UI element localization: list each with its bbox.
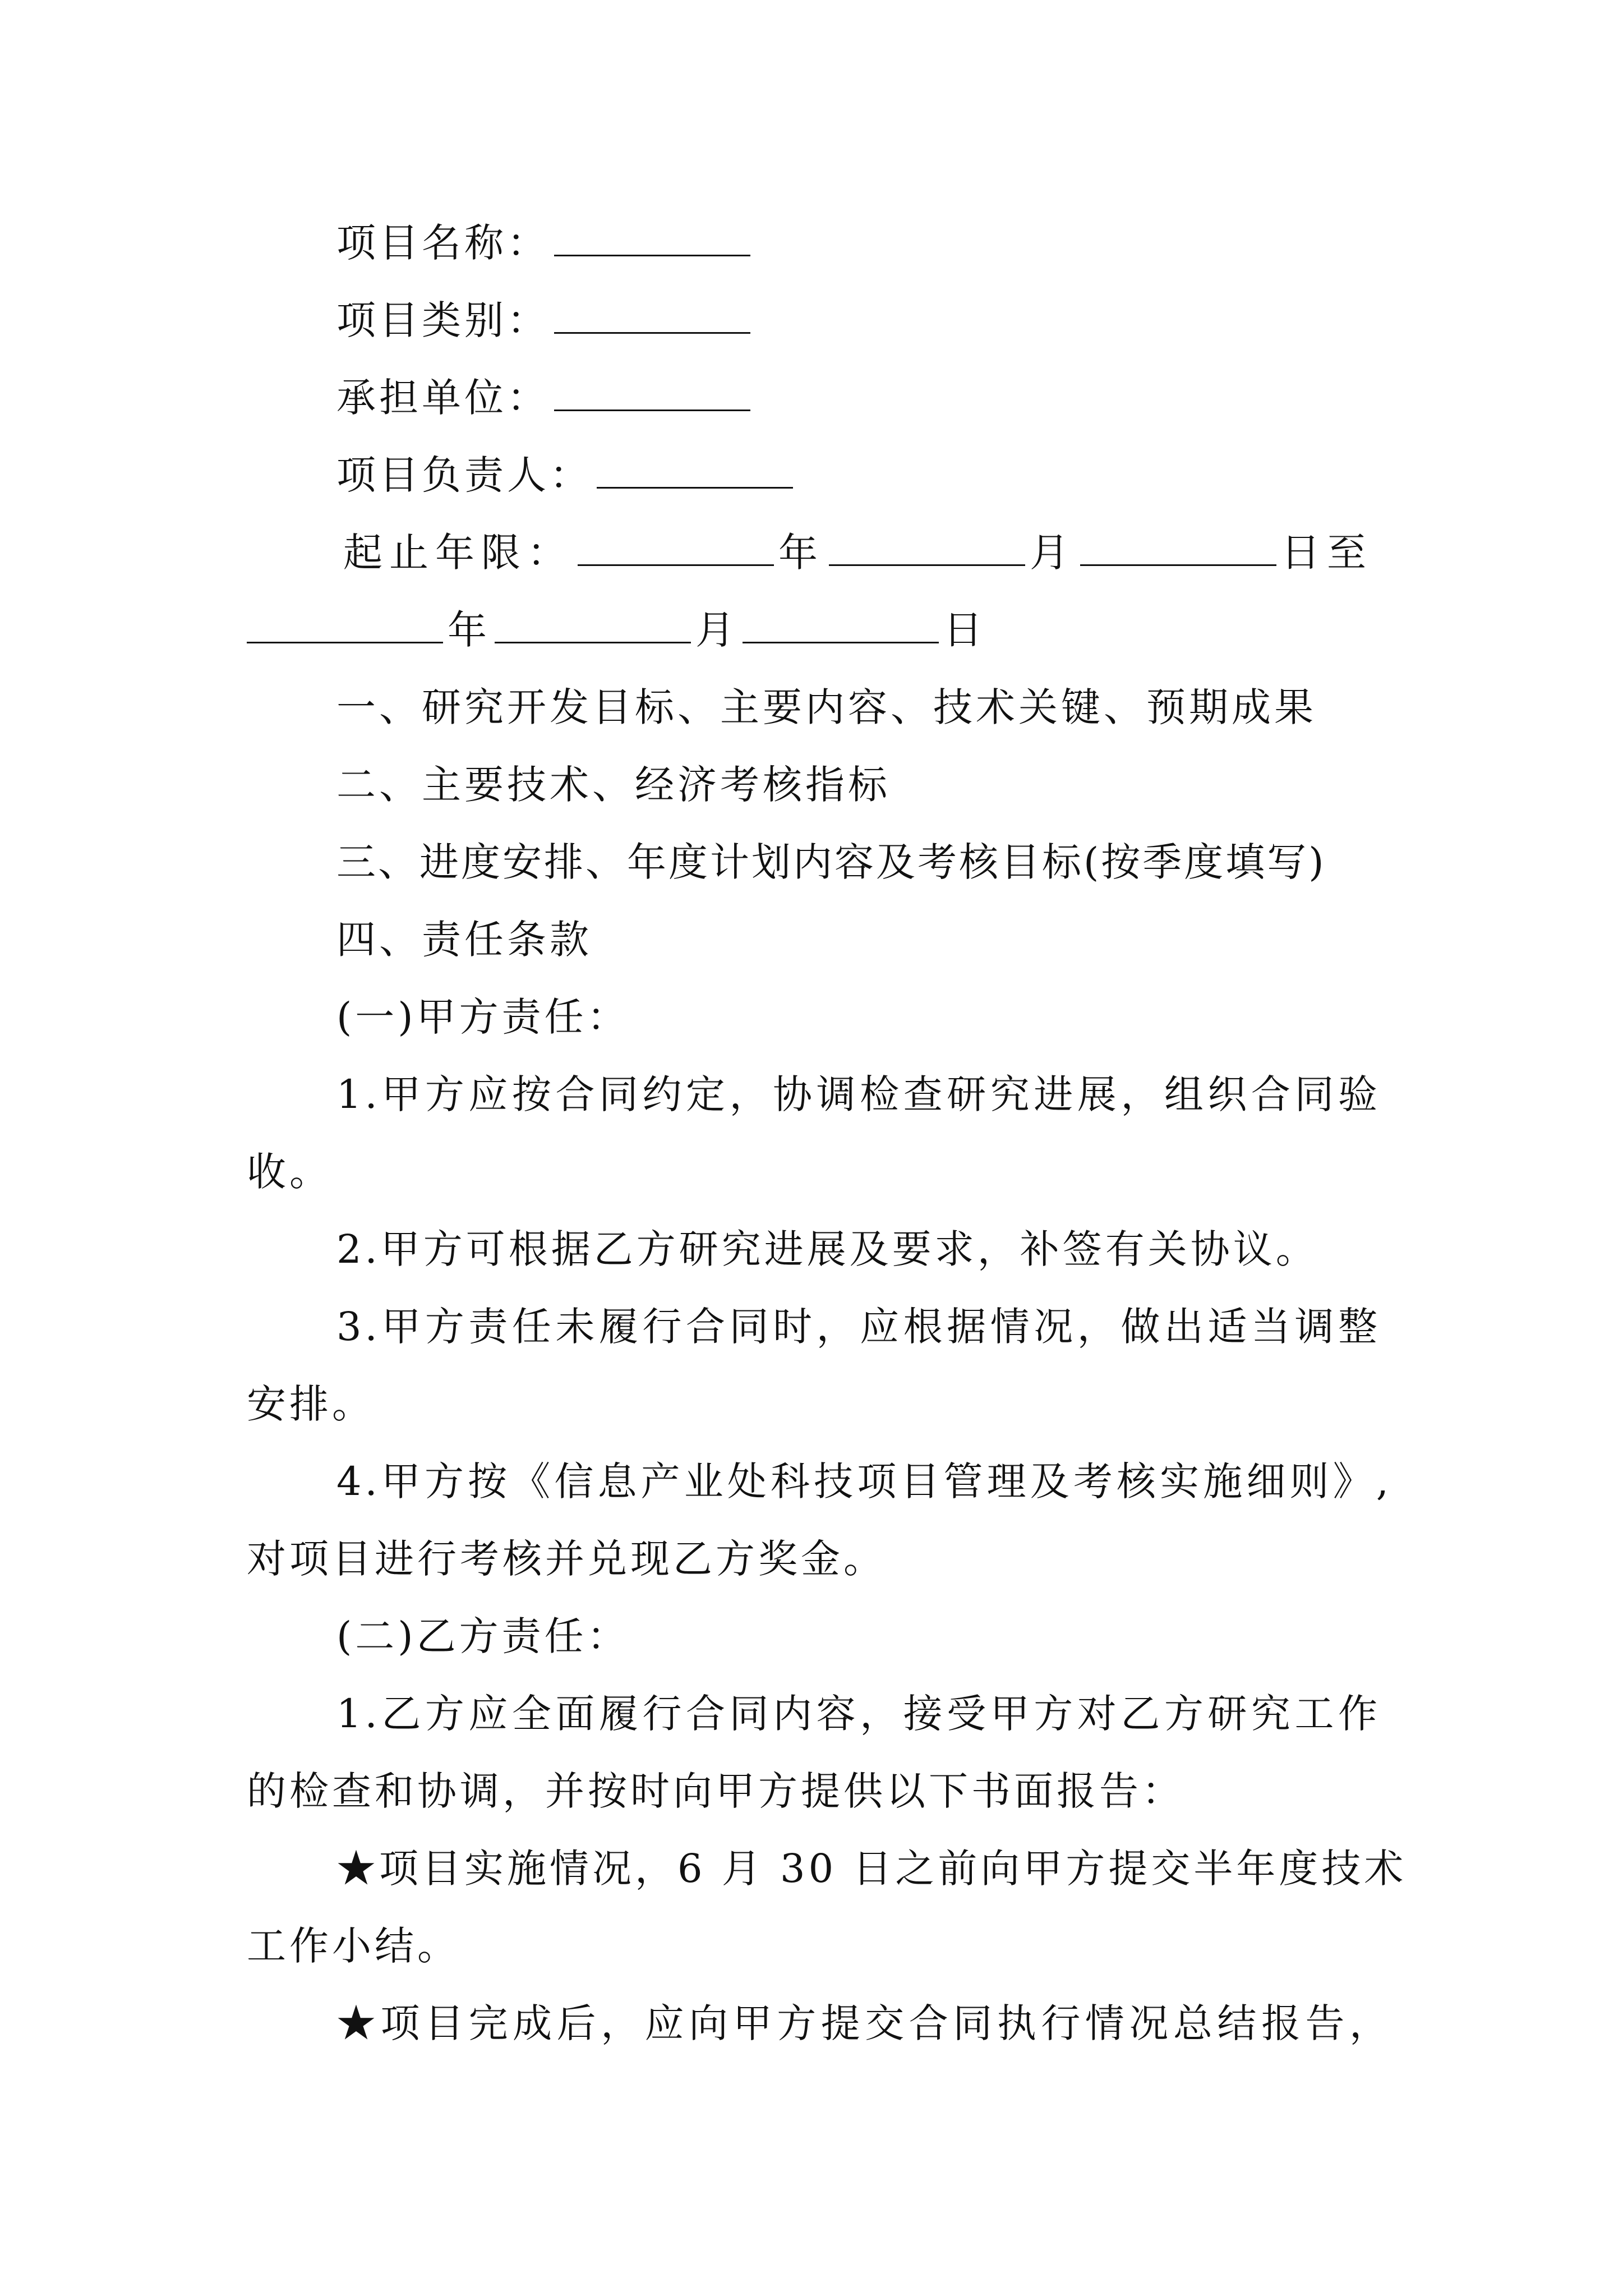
section-1: 一、研究开发目标、主要内容、技术关键、预期成果 <box>336 684 1317 730</box>
party-a-item-4-line-1: 4.甲方按《信息产业处科技项目管理及考核实施细则》, <box>336 1458 1392 1504</box>
section-3: 三、进度安排、年度计划内容及考核目标(按季度填写) <box>336 839 1326 885</box>
project-leader-label: 项目负责人： <box>336 452 592 498</box>
report-item-1-line-2: 工作小结。 <box>247 1923 460 1969</box>
project-name-row <box>336 215 755 271</box>
end-year-unit: 年 <box>448 607 490 653</box>
start-day-blank[interactable] <box>1080 531 1276 566</box>
report-item-2-line-1: ★项目完成后，应向甲方提交合同执行情况总结报告， <box>336 2000 1392 2046</box>
party-a-item-2: 2.甲方可根据乙方研究进展及要求，补签有关协议。 <box>336 1226 1318 1272</box>
start-year-unit: 年 <box>778 530 824 576</box>
undertaking-unit-blank[interactable] <box>554 376 750 411</box>
project-name-blank[interactable] <box>554 221 750 256</box>
period-row-1 <box>343 524 1373 581</box>
period-label: 起止年限： <box>343 530 573 576</box>
report-item-1-line-1: ★项目实施情况，6 月 30 日之前向甲方提交半年度技术 <box>336 1846 1407 1892</box>
party-a-item-1-line-2: 收。 <box>247 1149 332 1195</box>
project-category-blank[interactable] <box>554 298 750 334</box>
end-day-blank[interactable] <box>743 608 939 643</box>
start-year-blank[interactable] <box>578 531 774 566</box>
party-a-item-3-line-1: 3.甲方责任未履行合同时，应根据情况，做出适当调整 <box>336 1304 1381 1350</box>
end-month-blank[interactable] <box>495 608 691 643</box>
party-a-item-3-line-2: 安排。 <box>247 1381 375 1427</box>
period-row-2 <box>247 602 986 658</box>
project-leader-row <box>336 447 797 503</box>
party-b-item-1-line-1: 1.乙方应全面履行合同内容，接受甲方对乙方研究工作 <box>336 1691 1381 1737</box>
end-day-unit: 日 <box>943 607 986 653</box>
party-b-heading: (二)乙方责任： <box>336 1613 630 1659</box>
start-day-to: 日至 <box>1281 530 1373 576</box>
end-month-unit: 月 <box>695 607 738 653</box>
project-category-row <box>336 292 755 348</box>
section-2: 二、主要技术、经济考核指标 <box>336 762 891 808</box>
start-month-blank[interactable] <box>829 531 1025 566</box>
undertaking-unit-row <box>336 370 755 426</box>
project-name-label: 项目名称： <box>336 220 550 266</box>
undertaking-unit-label: 承担单位： <box>336 375 550 421</box>
section-4: 四、责任条款 <box>336 917 592 963</box>
party-a-item-1-line-1: 1.甲方应按合同约定，协调检查研究进展，组织合同验 <box>336 1071 1381 1117</box>
party-a-item-4-line-2: 对项目进行考核并兑现乙方奖金。 <box>247 1536 886 1582</box>
end-year-blank[interactable] <box>247 608 443 643</box>
party-b-item-1-line-2: 的检查和协调，并按时向甲方提供以下书面报告： <box>247 1768 1184 1814</box>
start-month-unit: 月 <box>1030 530 1076 576</box>
project-category-label: 项目类别： <box>336 297 550 343</box>
project-leader-blank[interactable] <box>597 453 793 489</box>
party-a-heading: (一)甲方责任： <box>336 994 630 1040</box>
